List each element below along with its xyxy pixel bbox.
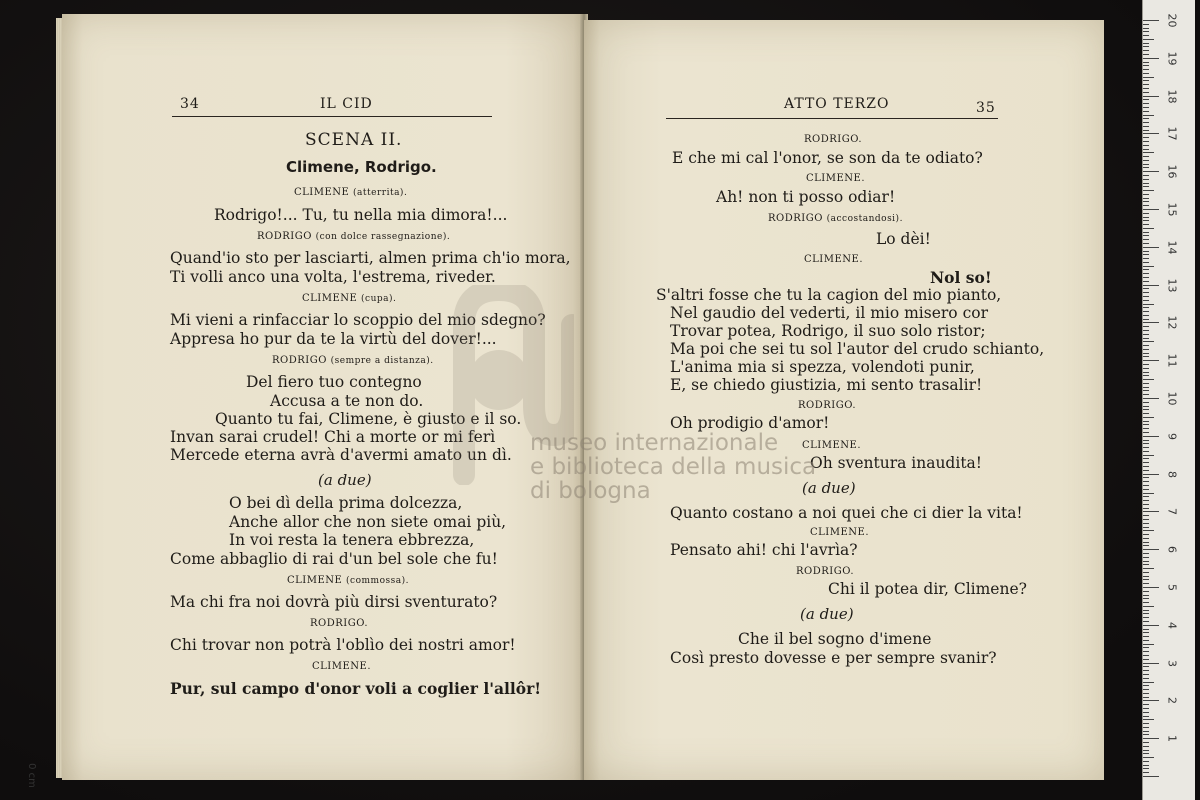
ruler-tick [1143,315,1149,316]
ruler-tick [1143,598,1149,599]
ruler-tick [1143,489,1149,490]
ruler-tick [1143,534,1149,535]
verse-line: O bei dì della prima dolcezza, [229,494,463,512]
ruler-tick [1143,213,1149,214]
verse-line: Trovar potea, Rodrigo, il suo solo ristor; [670,322,986,340]
ruler-tick [1143,458,1149,459]
running-title: IL CID [320,96,373,112]
ruler-tick [1143,734,1149,735]
ruler-number: 12 [1165,315,1179,330]
verse-line: Pensato ahi! chi l'avrìa? [670,541,858,559]
a-due-direction: (a due) [318,471,372,489]
verse-line: Nol so! [930,268,992,287]
ruler-tick [1143,141,1149,142]
ruler-tick [1143,678,1149,679]
ruler-tick [1143,440,1149,441]
ruler-tick [1143,88,1149,89]
speaker-label: CLIMENE (cupa). [302,293,397,304]
ruler-tick [1143,28,1149,29]
verse-line: Quand'io sto per lasciarti, almen prima ch'io mora, [170,249,571,267]
ruler-tick [1143,247,1159,248]
ruler-tick [1143,183,1149,184]
ruler-number: 2 [1165,697,1179,705]
ruler-tick [1143,92,1149,93]
ruler-tick [1143,602,1149,603]
ruler-tick [1143,519,1149,520]
ruler-tick [1143,353,1149,354]
speaker-label: CLIMENE. [802,440,862,451]
ruler-number: 5 [1165,584,1179,591]
ruler-number: 8 [1165,470,1179,478]
ruler-number: 10 [1165,391,1179,406]
ruler-number: 17 [1165,126,1179,141]
ruler-tick [1143,731,1149,732]
verse-line: L'anima mia si spezza, volendoti punir, [670,358,975,376]
speaker-label: CLIMENE. [312,661,372,672]
ruler-tick [1143,583,1149,584]
ruler-tick [1143,644,1154,645]
ruler-tick [1143,647,1149,648]
ruler-tick [1143,35,1149,36]
ruler-tick [1143,417,1154,418]
ruler-tick [1143,251,1149,252]
ruler-tick [1143,451,1149,452]
ruler-tick [1143,220,1149,221]
ruler-tick [1143,666,1149,667]
ruler-tick [1143,700,1159,701]
ruler-tick [1143,549,1159,550]
ruler-tick [1143,307,1149,308]
verse-line: Oh prodigio d'amor! [670,414,830,432]
ruler-tick [1143,413,1149,414]
ruler-tick [1143,24,1149,25]
ruler-tick [1143,288,1149,289]
ruler-tick [1143,504,1149,505]
ruler-tick [1143,538,1149,539]
ruler-tick [1143,640,1149,641]
ruler-tick [1143,228,1154,229]
ruler-tick [1143,746,1149,747]
header-rule [172,116,492,117]
ruler-tick [1143,118,1149,119]
ruler-tick [1143,43,1149,44]
ruler-number: 3 [1165,659,1179,667]
speaker-label: RODRIGO. [796,566,855,577]
speaker-label: RODRIGO. [798,400,857,411]
ruler-tick [1143,595,1149,596]
ruler-tick [1143,273,1149,274]
ruler-tick [1143,508,1149,509]
speaker-label: RODRIGO. [310,618,369,629]
ruler-tick [1143,103,1149,104]
ruler-tick [1143,738,1159,739]
ruler-tick [1143,254,1149,255]
ruler-tick [1143,455,1154,456]
ruler-tick [1143,750,1149,751]
scene-characters: Climene, Rodrigo. [286,158,437,176]
ruler-tick [1143,58,1159,59]
ruler-tick [1143,194,1149,195]
verse-line: Invan sarai crudel! Chi a morte or mi ferì [170,428,496,446]
ruler-tick [1143,398,1159,399]
ruler-tick [1143,587,1159,588]
ruler-tick [1143,96,1159,97]
ruler-tick [1143,708,1149,709]
ruler-tick [1143,421,1149,422]
ruler-tick [1143,160,1149,161]
ruler-tick [1143,704,1149,705]
ruler-tick [1143,712,1149,713]
ruler-tick [1143,723,1149,724]
ruler-tick [1143,470,1149,471]
right-page [584,20,1104,780]
ruler-number: 16 [1165,164,1179,179]
ruler-tick [1143,175,1149,176]
ruler-tick [1143,111,1149,112]
ruler-tick [1143,409,1149,410]
ruler-tick [1143,625,1159,626]
ruler-tick [1143,152,1154,153]
ruler-tick [1143,591,1149,592]
ruler-unit-label: 0 cm [25,763,37,788]
ruler-tick [1143,330,1149,331]
ruler-tick [1143,776,1159,777]
ruler-tick [1143,632,1149,633]
ruler-tick [1143,322,1159,323]
ruler-tick [1143,46,1149,47]
ruler-tick [1143,341,1154,342]
verse-line: In voi resta la tenera ebbrezza, [229,531,475,549]
ruler-tick [1143,572,1149,573]
ruler-tick [1143,54,1149,55]
ruler-tick [1143,156,1149,157]
ruler-tick [1143,496,1149,497]
ruler-tick [1143,742,1149,743]
ruler-tick [1143,617,1149,618]
ruler-tick [1143,368,1149,369]
ruler-tick [1143,69,1149,70]
speaker-label: RODRIGO (con dolce rassegnazione). [257,231,451,242]
ruler-tick [1143,356,1149,357]
speaker-label: CLIMENE. [810,527,870,538]
ruler-tick [1143,99,1149,100]
ruler-tick [1143,224,1149,225]
ruler-number: 20 [1165,13,1179,28]
ruler-tick [1143,285,1159,286]
ruler-tick [1143,606,1154,607]
ruler-tick [1143,262,1149,263]
ruler-tick [1143,349,1149,350]
ruler-tick [1143,655,1149,656]
verse-line: Che il bel sogno d'imene [738,630,932,648]
verse-line: Mi vieni a rinfacciar lo scoppio del mio sdegno? [170,311,546,329]
ruler-tick [1143,768,1149,769]
ruler-tick [1143,447,1149,448]
ruler-tick [1143,186,1149,187]
ruler-tick [1143,296,1149,297]
ruler-tick [1143,474,1159,475]
page-number: 35 [976,100,996,116]
ruler-tick [1143,651,1149,652]
header-rule [666,118,998,119]
ruler-tick [1143,481,1149,482]
verse-line: Ma chi fra noi dovrà più dirsi sventurato? [170,593,498,611]
ruler-tick [1143,576,1149,577]
ruler-tick [1143,568,1154,569]
ruler-tick [1143,493,1154,494]
ruler-tick [1143,345,1149,346]
ruler-tick [1143,115,1154,116]
ruler-tick [1143,20,1159,21]
ruler-tick [1143,772,1149,773]
ruler-tick [1143,685,1149,686]
ruler-tick [1143,375,1149,376]
verse-line: Come abbaglio di rai d'un bel sole che fu! [170,550,498,568]
ruler-tick [1143,338,1149,339]
ruler-tick [1143,379,1154,380]
ruler-tick [1143,258,1149,259]
ruler-number: 9 [1165,432,1179,440]
ruler-tick [1143,133,1159,134]
ruler-tick [1143,171,1159,172]
verse-line: Quanto tu fai, Climene, è giusto e il so. [215,410,522,428]
ruler-tick [1143,564,1149,565]
ruler-tick [1143,190,1154,191]
ruler-tick [1143,334,1149,335]
ruler-tick [1143,689,1149,690]
ruler-tick [1143,406,1149,407]
ruler-tick [1143,629,1149,630]
ruler-tick [1143,719,1154,720]
ruler-tick [1143,682,1154,683]
ruler-tick [1143,383,1149,384]
ruler-number: 7 [1165,508,1179,516]
verse-line: Mercede eterna avrà d'avermi amato un dì. [170,446,512,464]
ruler-tick [1143,360,1159,361]
ruler-tick [1143,107,1149,108]
ruler-tick [1143,636,1149,637]
ruler-tick [1143,523,1149,524]
verse-line: Del fiero tuo contegno [246,373,422,391]
ruler-tick [1143,122,1149,123]
ruler-tick [1143,73,1149,74]
measuring-ruler [1142,0,1195,800]
ruler-tick [1143,198,1149,199]
ruler-tick [1143,693,1149,694]
ruler-tick [1143,167,1149,168]
verse-line: Lo dèi! [876,230,931,248]
ruler-tick [1143,757,1154,758]
ruler-tick [1143,716,1149,717]
ruler-tick [1143,137,1149,138]
ruler-tick [1143,432,1149,433]
ruler-tick [1143,130,1149,131]
ruler-tick [1143,387,1149,388]
ruler-tick [1143,62,1149,63]
ruler-number: 15 [1165,202,1179,217]
ruler-number: 6 [1165,546,1179,554]
verse-line: Quanto costano a noi quei che ci dier la vita! [670,504,1023,522]
ruler-tick [1143,765,1149,766]
speaker-label: RODRIGO. [804,134,863,145]
ruler-tick [1143,145,1149,146]
ruler-tick [1143,304,1154,305]
ruler-tick [1143,610,1149,611]
page-number: 34 [180,96,200,112]
verse-line: E, se chiedo giustizia, mi sento trasalir! [670,376,983,394]
a-due-direction: (a due) [802,479,856,497]
ruler-tick [1143,500,1149,501]
speaker-label: CLIMENE (atterrita). [294,187,408,198]
ruler-tick [1143,530,1154,531]
ruler-tick [1143,511,1159,512]
ruler-tick [1143,179,1149,180]
verse-line: Anche allor che non siete omai più, [229,513,507,531]
ruler-tick [1143,557,1149,558]
ruler-tick [1143,209,1159,210]
ruler-tick [1143,50,1149,51]
ruler-tick [1143,443,1149,444]
ruler-tick [1143,402,1149,403]
speaker-label: RODRIGO (sempre a distanza). [272,355,434,366]
ruler-tick [1143,364,1149,365]
ruler-tick [1143,277,1149,278]
ruler-number: 13 [1165,278,1179,293]
ruler-tick [1143,727,1149,728]
ruler-tick [1143,466,1149,467]
running-title: ATTO TERZO [784,96,890,112]
verse-line: Ma poi che sei tu sol l'autor del crudo schianto, [670,340,1045,358]
verse-line: E che mi cal l'onor, se son da te odiato? [672,149,983,167]
verse-line: Appresa ho pur da te la virtù del dover!... [170,330,497,348]
verse-line: Chi il potea dir, Climene? [828,580,1027,598]
ruler-tick [1143,761,1149,762]
ruler-tick [1143,149,1149,150]
verse-line: Chi trovar non potrà l'oblìo dei nostri amor! [170,636,516,654]
ruler-tick [1143,300,1149,301]
ruler-tick [1143,326,1149,327]
ruler-tick [1143,527,1149,528]
ruler-tick [1143,394,1149,395]
ruler-tick [1143,477,1149,478]
verse-line: Accusa a te non do. [270,392,424,410]
ruler-tick [1143,515,1149,516]
ruler-tick [1143,281,1149,282]
verse-line: Ah! non ti posso odiar! [716,188,896,206]
a-due-direction: (a due) [800,605,854,623]
ruler-tick [1143,65,1149,66]
verse-line: Nel gaudio del vederti, il mio misero cor [670,304,988,322]
ruler-tick [1143,266,1154,267]
ruler-tick [1143,235,1149,236]
ruler-number: 4 [1165,621,1179,629]
ruler-tick [1143,542,1149,543]
ruler-tick [1143,39,1154,40]
ruler-tick [1143,753,1149,754]
verse-line: Così presto dovesse e per sempre svanir? [670,649,997,667]
ruler-tick [1143,579,1149,580]
watermark-text: e biblioteca della musica [530,454,817,480]
verse-line: Pur, sul campo d'onor voli a coglier l'allôr! [170,679,542,698]
ruler-tick [1143,621,1149,622]
ruler-tick [1143,663,1159,664]
ruler-tick [1143,545,1149,546]
ruler-tick [1143,31,1149,32]
watermark-text: museo internazionale [530,430,779,456]
ruler-tick [1143,674,1149,675]
speaker-label: CLIMENE. [804,254,864,265]
ruler-tick [1143,485,1149,486]
ruler-tick [1143,201,1149,202]
ruler-tick [1143,126,1149,127]
ruler-tick [1143,80,1149,81]
verse-line: S'altri fosse che tu la cagion del mio pianto, [656,286,1002,304]
ruler-tick [1143,164,1149,165]
ruler-tick [1143,670,1149,671]
ruler-number: 18 [1165,89,1179,104]
ruler-tick [1143,292,1149,293]
ruler-tick [1143,239,1149,240]
ruler-number: 1 [1165,735,1179,743]
speaker-label: CLIMENE (commossa). [287,575,409,586]
ruler-number: 11 [1165,353,1179,368]
ruler-tick [1143,372,1149,373]
verse-line: Ti volli anco una volta, l'estrema, riveder. [170,268,496,286]
ruler-tick [1143,217,1149,218]
ruler-tick [1143,77,1154,78]
verse-line: Oh sventura inaudita! [810,454,983,472]
ruler-tick [1143,436,1159,437]
watermark-text: di bologna [530,478,651,504]
ruler-number: 19 [1165,51,1179,66]
ruler-tick [1143,428,1149,429]
ruler-tick [1143,269,1149,270]
ruler-tick [1143,311,1149,312]
speaker-label: CLIMENE. [806,173,866,184]
ruler-number: 14 [1165,240,1179,255]
ruler-tick [1143,561,1149,562]
ruler-tick [1143,232,1149,233]
ruler-tick [1143,319,1149,320]
ruler-tick [1143,243,1149,244]
ruler-tick [1143,613,1149,614]
ruler-tick [1143,462,1149,463]
ruler-tick [1143,390,1149,391]
ruler-tick [1143,205,1149,206]
speaker-label: RODRIGO (accostandosi). [768,213,903,224]
ruler-tick [1143,697,1149,698]
ruler-tick [1143,659,1149,660]
verse-line: Rodrigo!... Tu, tu nella mia dimora!... [214,206,508,224]
scene-title: SCENA II. [305,130,403,150]
ruler-tick [1143,84,1149,85]
ruler-tick [1143,424,1149,425]
ruler-tick [1143,553,1149,554]
